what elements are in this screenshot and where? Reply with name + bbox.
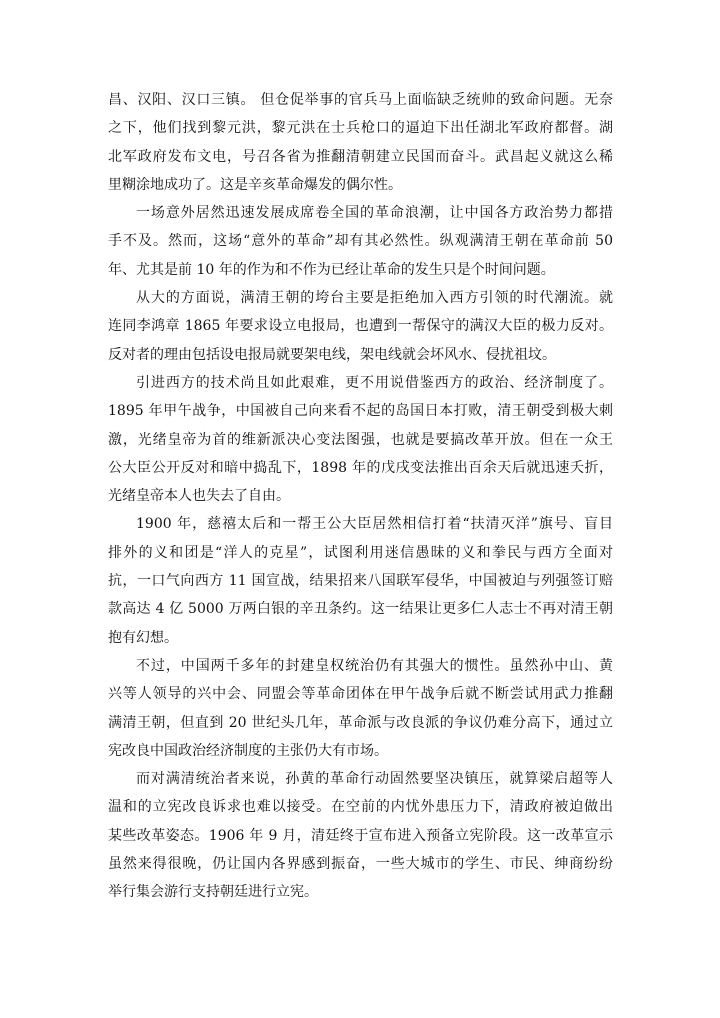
text-line: 抱有幻想。 [108, 629, 178, 646]
text-line: 光绪皇帝本人也失去了自由。 [108, 488, 290, 505]
text-line: 不过，中国两千多年的封建皇权统治仍有其强大的惯性。虽然孙中山、黄 [136, 657, 613, 674]
paragraph [108, 510, 613, 651]
text-line: 连同李鸿章 1865 年要求设立电报局，也遭到一帮保守的满汉大臣的极力反对。 [108, 318, 613, 335]
text-line: 某些改革姿态。1906 年 9 月，清廷终于宣布进入预备立宪阶段。这一改革宣示 [108, 827, 613, 844]
text-line: 1900 年，慈禧太后和一帮王公大臣居然相信打着“扶清灭洋”旗号、盲目 [136, 516, 613, 533]
text-line: 宪改良中国政治经济制度的主张仍大有市场。 [108, 742, 388, 759]
body-text [108, 86, 613, 907]
text-line: 年、尤其是前 10 年的作为和不作为已经让革命的发生只是个时间问题。 [108, 261, 555, 278]
text-line: 兴等人领导的兴中会、同盟会等革命团体在甲午战争后就不断尝试用武力推翻 [108, 686, 613, 703]
text-line: 引进西方的技术尚且如此艰难，更不用说借鉴西方的政治、经济制度了。 [136, 374, 613, 391]
paragraph [108, 652, 613, 765]
text-line: 而对满清统治者来说，孙黄的革命行动固然要坚决镇压，就算梁启超等人 [136, 771, 613, 788]
paragraph [108, 199, 613, 284]
paragraph [108, 86, 613, 199]
paragraph [108, 765, 613, 906]
text-line: 排外的义和团是“洋人的克星”，试图利用迷信愚昧的义和拳民与西方全面对 [108, 544, 613, 561]
text-line: 里糊涂地成功了。这是辛亥革命爆发的偶尔性。 [108, 176, 402, 193]
text-line: 公大臣公开反对和暗中捣乱下，1898 年的戊戌变法推出百余天后就迅速夭折， [108, 459, 613, 476]
text-line: 手不及。然而，这场“意外的革命”却有其必然性。纵观满清王朝在革命前 50 [108, 233, 613, 250]
paragraph [108, 284, 613, 369]
text-line: 款高达 4 亿 5000 万两白银的辛丑条约。这一结果让更多仁人志士不再对清王朝 [108, 601, 613, 618]
text-line: 昌、汉阳、汉口三镇。 但仓促举事的官兵马上面临缺乏统帅的致命问题。无奈 [108, 92, 613, 108]
text-line: 抗，一口气向西方 11 国宣战，结果招来八国联军侵华，中国被迫与列强签订赔 [108, 573, 613, 590]
text-line: 北军政府发布文电，号召各省为推翻清朝建立民国而奋斗。武昌起义就这么稀 [108, 148, 613, 165]
text-line: 1895 年甲午战争，中国被自己向来看不起的岛国日本打败，清王朝受到极大刺 [108, 403, 613, 420]
text-line: 反对者的理由包括设电报局就要架电线，架电线就会坏风水、侵扰祖坟。 [108, 346, 556, 363]
paragraph [108, 369, 613, 510]
text-line: 之下，他们找到黎元洪，黎元洪在士兵枪口的逼迫下出任湖北军政府都督。湖 [108, 120, 613, 137]
text-line: 温和的立宪改良诉求也难以接受。在空前的内忧外患压力下，清政府被迫做出 [108, 799, 613, 816]
text-line: 虽然来得很晚，仍让国内各界感到振奋，一些大城市的学生、市民、绅商纷纷 [108, 856, 613, 873]
text-line: 举行集会游行支持朝廷进行立宪。 [108, 884, 318, 901]
text-line: 一场意外居然迅速发展成席卷全国的革命浪潮，让中国各方政治势力都措 [136, 205, 613, 222]
text-line: 满清王朝，但直到 20 世纪头几年，革命派与改良派的争议仍难分高下，通过立 [108, 714, 613, 731]
text-line: 激，光绪皇帝为首的维新派决心变法图强，也就是要搞改革开放。但在一众王 [108, 431, 613, 448]
text-line: 从大的方面说，满清王朝的垮台主要是拒绝加入西方引领的时代潮流。就 [136, 290, 613, 307]
